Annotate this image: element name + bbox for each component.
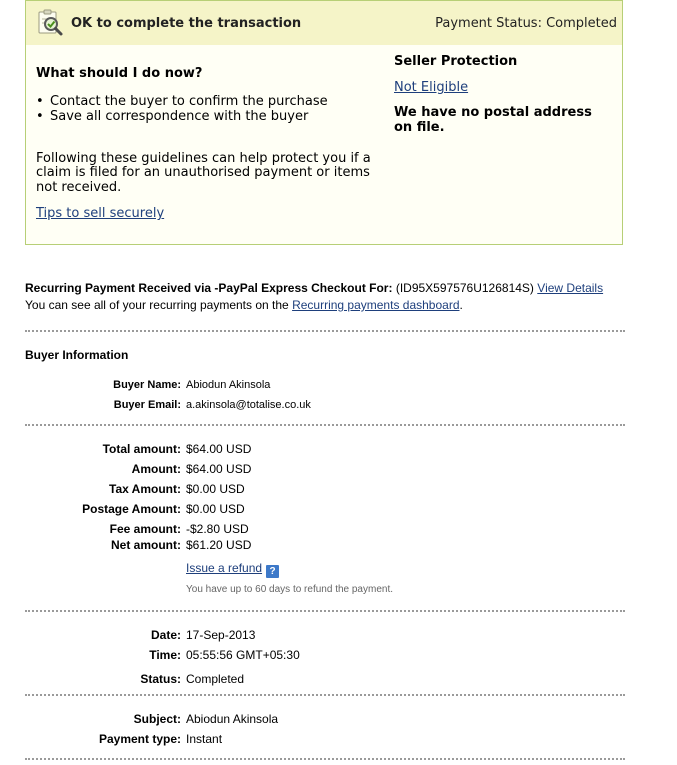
recurring-dashboard-link[interactable]: Recurring payments dashboard <box>292 298 460 312</box>
tax-amount-value: $0.00 USD <box>186 482 245 496</box>
fee-amount-value: -$2.80 USD <box>186 522 249 536</box>
guidelines-text: Following these guidelines can help protect you if a claim is filed for an unauthorised payment or items not received. <box>36 151 371 195</box>
refund-note: You have up to 60 days to refund the payment. <box>186 584 394 595</box>
net-amount-label: Net amount: <box>111 538 181 552</box>
total-amount-row <box>0 442 677 458</box>
alert-title: OK to complete the transaction <box>71 16 302 31</box>
buyer-name-label: Buyer Name: <box>113 379 181 391</box>
net-amount-row <box>0 538 677 554</box>
what-now-heading: What should I do now? <box>36 66 203 81</box>
postage-amount-value: $0.00 USD <box>186 502 245 516</box>
issue-refund-link[interactable]: Issue a refund <box>186 561 263 575</box>
recurring-line-2 <box>25 297 603 314</box>
section-divider <box>25 694 625 696</box>
tips-to-sell-securely-link[interactable]: Tips to sell securely <box>36 206 165 221</box>
postage-amount-row <box>0 502 677 518</box>
status-label: Status: <box>140 672 181 686</box>
transaction-alert-box <box>25 0 623 245</box>
subject-label: Subject: <box>133 712 181 726</box>
alert-header <box>26 1 622 45</box>
time-label: Time: <box>149 648 181 662</box>
buyer-information-title: Buyer Information <box>25 348 129 362</box>
payment-type-row <box>0 732 677 748</box>
recurring-lead: Recurring Payment Received via -PayPal Express Checkout For: <box>25 281 393 295</box>
time-row <box>0 648 677 664</box>
status-value: Completed <box>186 672 245 686</box>
date-label: Date: <box>150 628 181 642</box>
section-divider <box>25 330 625 332</box>
advice-list <box>36 95 328 124</box>
refund-group <box>186 561 279 578</box>
subject-row <box>0 712 677 728</box>
status-row <box>0 672 677 688</box>
postage-amount-label: Postage Amount: <box>82 502 181 516</box>
date-value: 17-Sep-2013 <box>186 628 256 642</box>
time-value: 05:55:56 GMT+05:30 <box>186 648 300 662</box>
buyer-name-row <box>0 379 677 395</box>
section-divider <box>25 424 625 426</box>
seller-protection-status-link[interactable]: Not Eligible <box>394 80 469 95</box>
magnifier-checklist-icon <box>36 9 64 37</box>
buyer-email-row <box>0 399 677 415</box>
payment-type-value: Instant <box>186 732 223 746</box>
dashboard-end: . <box>459 298 463 312</box>
buyer-email-label: Buyer Email: <box>113 399 181 411</box>
total-amount-value: $64.00 USD <box>186 442 252 456</box>
tax-amount-label: Tax Amount: <box>109 482 181 496</box>
amount-value: $64.00 USD <box>186 462 252 476</box>
section-divider <box>25 758 625 760</box>
date-row <box>0 628 677 644</box>
dashboard-text: You can see all of your recurring payments on the <box>25 298 289 312</box>
buyer-email-value: a.akinsola@totalise.co.uk <box>186 399 311 411</box>
payment-type-label: Payment type: <box>98 732 181 746</box>
recurring-payment-notice <box>25 280 603 314</box>
advice-item: • Contact the buyer to confirm the purchase <box>36 95 328 110</box>
help-icon[interactable]: ? <box>266 565 279 578</box>
tax-amount-row <box>0 482 677 498</box>
fee-amount-row <box>0 522 677 538</box>
recurring-id: (ID95X597576U126814S) <box>395 281 534 295</box>
recurring-line-1 <box>25 280 603 297</box>
subject-value: Abiodun Akinsola <box>186 712 279 726</box>
total-amount-label: Total amount: <box>102 442 181 456</box>
amount-label: Amount: <box>131 462 181 476</box>
view-details-link[interactable]: View Details <box>537 281 604 295</box>
buyer-name-value: Abiodun Akinsola <box>186 379 271 391</box>
payment-status-text: Payment Status: Completed <box>435 16 617 31</box>
seller-protection-title: Seller Protection <box>394 54 518 69</box>
seller-protection-note: We have no postal address on file. <box>394 105 592 135</box>
fee-amount-label: Fee amount: <box>109 522 181 536</box>
advice-item: • Save all correspondence with the buyer <box>36 110 328 125</box>
net-amount-value: $61.20 USD <box>186 538 252 552</box>
section-divider <box>25 610 625 612</box>
amount-row <box>0 462 677 478</box>
